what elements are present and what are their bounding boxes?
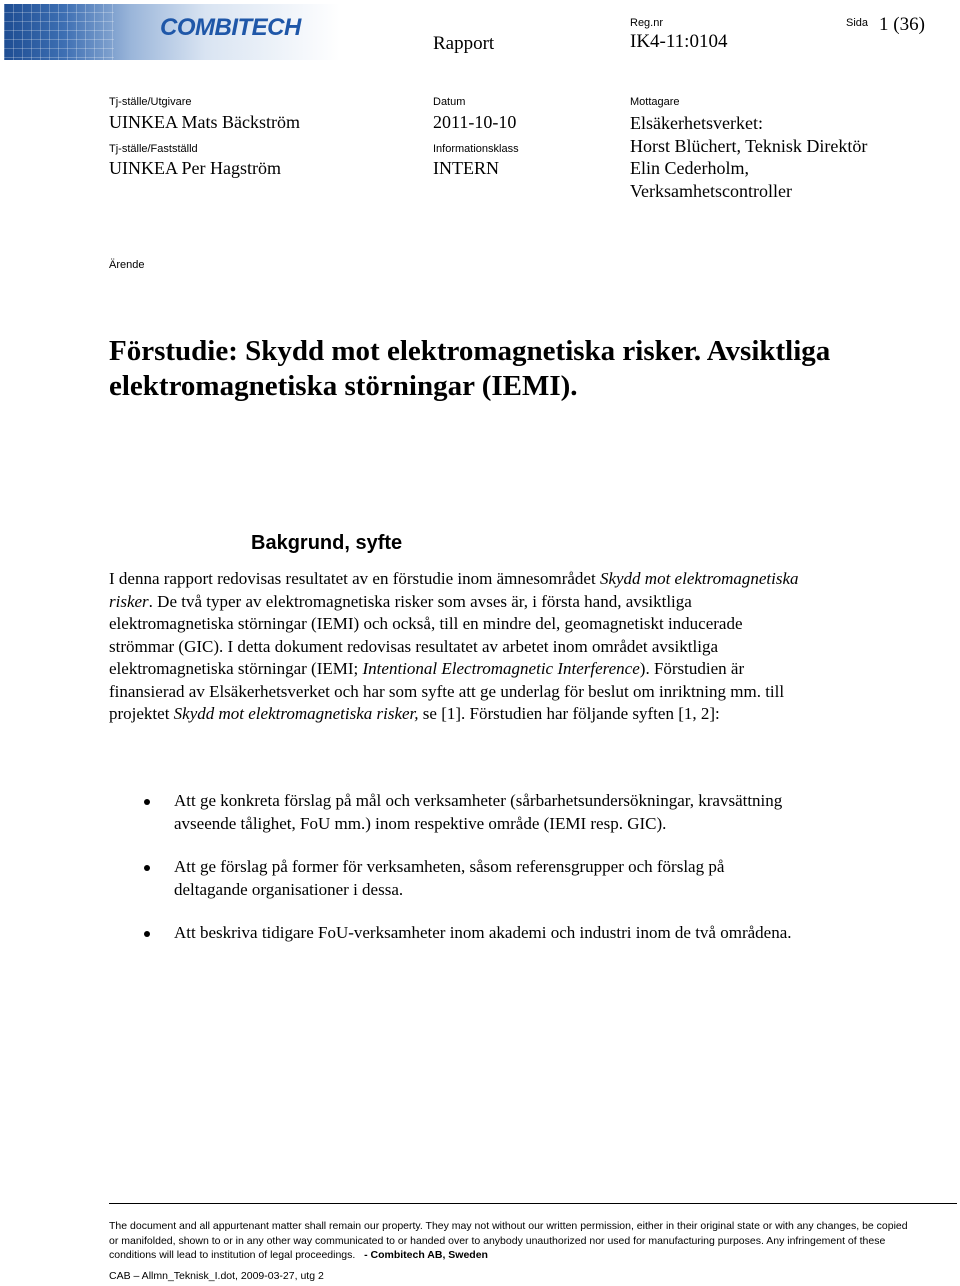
recipient-line: Horst Blüchert, Teknisk Direktör: [630, 135, 868, 156]
body-text: se [1]. Förstudien har följande syften [1, 2]:: [418, 704, 720, 723]
page-label: Sida: [846, 17, 869, 29]
company-logo: COMBITECH: [160, 14, 301, 41]
body-text: I denna rapport redovisas resultatet av en förstudie inom ämnesområdet: [109, 569, 600, 588]
list-item-text: Att ge förslag på former för verksamheten, såsom referensgrupper och förslag på deltagande organisationer i dessa.: [174, 857, 725, 899]
footer-template: CAB – Allmn_Teknisk_I.dot, 2009-03-27, utg 2: [109, 1270, 324, 1282]
body-italic: Skydd mot elektromagnetiska risker,: [173, 704, 419, 723]
body-paragraph: [109, 568, 799, 726]
list-item: [136, 790, 796, 835]
issuer-label: Tj-ställe/Utgivare: [109, 96, 192, 108]
list-item-text: Att ge konkreta förslag på mål och verksamheter (sårbarhetsundersökningar, kravsättning avseende tålighet, FoU mm.) inom respektive område (IEMI resp. GIC).: [174, 791, 783, 833]
footer-company: - Combitech AB, Sweden: [364, 1249, 488, 1261]
recipient-block: [630, 112, 867, 202]
body-italic: Intentional Electromagnetic Interference: [362, 659, 640, 678]
page-number: 1 (36): [879, 14, 925, 35]
class-label: Informationsklass: [433, 143, 519, 155]
bullet-icon: [144, 865, 150, 871]
footer-notice-text: The document and all appurtenant matter shall remain our property. They may not without our written permission, either in their original state or with any changes, be copied or manifolded, shown to or in any other way communicated to or handed over to anybody unauthorized nor used for manufacturing purposes. Any infringement of these conditions will lead to institution of legal proceedings.: [109, 1220, 908, 1261]
regnr-label: Reg.nr: [630, 17, 664, 29]
bullet-list: [136, 790, 796, 966]
document-type: Rapport: [433, 33, 495, 54]
title-line-1: Förstudie: Skydd mot elektromagnetiska risker. Avsiktliga: [109, 335, 831, 367]
recipient-line: Verksamhetscontroller: [630, 180, 792, 201]
list-item: [136, 922, 796, 945]
title-line-2: elektromagnetiska störningar (IEMI).: [109, 370, 578, 402]
body-italic: Skydd mot elektromagnetiska risker: [109, 569, 799, 611]
footer-notice: [109, 1219, 909, 1263]
class-value: INTERN: [433, 158, 499, 178]
recipient-line: Elin Cederholm,: [630, 158, 749, 178]
bullet-icon: [144, 931, 150, 937]
logo-pattern: [4, 4, 114, 60]
regnr-value: IK4-11:0104: [630, 31, 728, 52]
date-label: Datum: [433, 96, 466, 108]
bullet-icon: [144, 799, 150, 805]
approved-value: UINKEA Per Hagström: [109, 158, 281, 178]
approved-label: Tj-ställe/Fastställd: [109, 143, 198, 155]
body-text: ). Förstudien är finansierad av Elsäkerhetsverket och har som syfte att ge underlag för beslut om inriktning mm. till projektet: [109, 659, 785, 723]
section-heading: Bakgrund, syfte: [251, 532, 403, 554]
list-item-text: Att beskriva tidigare FoU-verksamheter inom akademi och industri inom de två områdena.: [174, 923, 792, 942]
issuer-value: UINKEA Mats Bäckström: [109, 112, 300, 132]
subject-label: Ärende: [109, 259, 145, 271]
document-title: [109, 334, 899, 404]
list-item: [136, 856, 796, 901]
footer-divider: [109, 1203, 957, 1204]
recipient-line: Elsäkerhetsverket:: [630, 113, 763, 133]
recipient-label: Mottagare: [630, 96, 680, 108]
body-text: . De två typer av elektromagnetiska risker som avses är, i första hand, avsiktliga elektromagnetiska störningar (IEMI) och också, till en mindre del, geomagnetiskt inducerade strömmar (GIC). I detta dokument redovisas resultatet av arbetet inom området avsiktliga elektromagnetiska störningar (IEMI;: [109, 591, 743, 678]
date-value: 2011-10-10: [433, 112, 517, 132]
